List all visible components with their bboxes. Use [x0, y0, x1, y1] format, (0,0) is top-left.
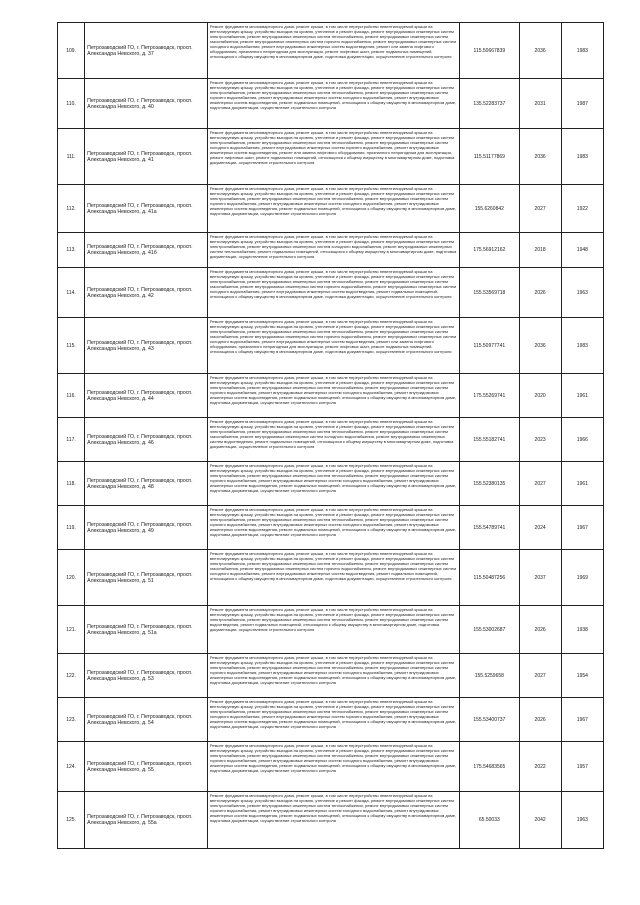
- works-description-cell: Ремонт фундамента многоквартирного дома, ремонт крыши, в том числе переустройство невентилируемой крыши на вентилируемую крышу, устройство выходов на кровлю, утепление и ремонт фасада, ремонт внутридомовых инженерных систем электроснабжения, ремонт внутридомовых инженерных систем теплоснабжения, ремонт внутридомовых инженерных систем горячего водоснабжения, ремонт внутридомовых инженерных систем холодного водоснабжения, ремонт внутридомовых инженерных систем водоотведения, ремонт подвальных помещений, относящихся к общему имуществу в многоквартирном доме, подготовка документации, осуществление строительного контроля: [207, 79, 459, 129]
- table-row: [58, 318, 604, 374]
- address-cell: Петрозаводский ГО, г. Петрозаводск, просп. Александра Невского, д. 55а: [85, 792, 208, 849]
- works-description-cell: Ремонт фундамента многоквартирного дома, ремонт крыши, в том числе переустройство невентилируемой крыши на вентилируемую крышу, устройство выходов на кровлю, утепление и ремонт фасада, ремонт внутридомовых инженерных систем электроснабжения, ремонт внутридомовых инженерных систем холодного водоснабжения, ремонт внутридомовых инженерных систем теплоснабжения, ремонт подвальных помещений, относящихся к общему имуществу в многоквартирном доме, подготовка документации, осуществление строительного контроля: [207, 233, 459, 268]
- build-year-cell: 1963: [561, 792, 603, 849]
- works-description-cell: Ремонт фундамента многоквартирного дома, ремонт крыши, в том числе переустройство невентилируемой крыши на вентилируемую крышу, устройство выходов на кровлю, утепление и ремонт фасада, ремонт внутридомовых инженерных систем электроснабжения, ремонт внутридомовых инженерных систем теплоснабжения, ремонт внутридомовых инженерных систем холодного водоснабжения, ремонт внутридомовых инженерных систем горячего водоснабжения, ремонт внутридомовых инженерных систем водоотведения, ремонт или замена лифтового оборудования, признанного непригодным для эксплуатации, ремонт лифтовых шахт, ремонт подвальных помещений, относящихся к общему имуществу в многоквартирном доме, подготовка документации, осуществление строительного контроля: [207, 129, 459, 185]
- cost-cell: 65.50033: [460, 792, 519, 849]
- capital-repair-table: [57, 22, 604, 849]
- cost-cell: 115.51177869: [460, 129, 519, 185]
- cost-cell: 175.54683565: [460, 742, 519, 792]
- works-description-cell: Ремонт фундамента многоквартирного дома, ремонт крыши, в том числе переустройство невентилируемой крыши на вентилируемую крышу, устройство выходов на кровлю, утепление и ремонт фасада, ремонт внутридомовых инженерных систем электроснабжения, ремонт внутридомовых инженерных систем теплоснабжения, ремонт внутридомовых инженерных систем горячего водоснабжения, ремонт внутридомовых инженерных систем холодного водоснабжения, ремонт внутридомовых инженерных систем водоотведения, ремонт подвальных помещений, относящихся к общему имуществу в многоквартирном доме, подготовка документации, осуществление строительного контроля: [207, 654, 459, 698]
- row-number-cell: 124.: [58, 742, 85, 792]
- planned-year-cell: 2022: [519, 742, 561, 792]
- works-description-cell: Ремонт фундамента многоквартирного дома, ремонт крыши, в том числе переустройство невентилируемой крыши на вентилируемую крышу, устройство выходов на кровлю, утепление и ремонт фасада, ремонт внутридомовых инженерных систем электроснабжения, ремонт внутридомовых инженерных систем теплоснабжения, ремонт внутридомовых инженерных систем газоснабжения, ремонт внутридомовых инженерных систем горячего водоснабжения, ремонт внутридомовых инженерных систем холодного водоснабжения, ремонт внутридомовых инженерных систем водоотведения, ремонт подвальных помещений, относящихся к общему имуществу в многоквартирном доме, подготовка документации, осуществление строительного контроля: [207, 268, 459, 318]
- build-year-cell: 1948: [561, 233, 603, 268]
- table-row: [58, 79, 604, 129]
- works-description-cell: Ремонт фундамента многоквартирного дома, ремонт крыши, в том числе переустройство невентилируемой крыши на вентилируемую крышу, устройство выходов на кровлю, утепление и ремонт фасада, ремонт внутридомовых инженерных систем электроснабжения, ремонт внутридомовых инженерных систем теплоснабжения, ремонт внутридомовых инженерных систем газоснабжения, ремонт внутридомовых инженерных систем горячего водоснабжения, ремонт внутридомовых инженерных систем холодного водоснабжения, ремонт внутридомовых инженерных систем водоотведения, ремонт или замена лифтового оборудования, признанного непригодным для эксплуатации, ремонт лифтовых шахт, ремонт подвальных помещений, относящихся к общему имуществу в многоквартирном доме, подготовка документации, осуществление строительного контроля: [207, 318, 459, 374]
- build-year-cell: 1938: [561, 606, 603, 654]
- row-number-cell: 116.: [58, 374, 85, 418]
- address-cell: Петрозаводский ГО, г. Петрозаводск, просп. Александра Невского, д. 44: [85, 374, 208, 418]
- table-row: [58, 185, 604, 233]
- row-number-cell: 113.: [58, 233, 85, 268]
- table-row: [58, 129, 604, 185]
- build-year-cell: 1983: [561, 318, 603, 374]
- cost-cell: 115.50667839: [460, 23, 519, 79]
- works-description-cell: Ремонт фундамента многоквартирного дома, ремонт крыши, в том числе переустройство невентилируемой крыши на вентилируемую крышу, устройство выходов на кровлю, утепление и ремонт фасада, ремонт внутридомовых инженерных систем электроснабжения, ремонт внутридомовых инженерных систем теплоснабжения, ремонт внутридомовых инженерных систем горячего водоснабжения, ремонт внутридомовых инженерных систем холодного водоснабжения, ремонт внутридомовых инженерных систем водоотведения, ремонт подвальных помещений, относящихся к общему имуществу в многоквартирном доме, подготовка документации, осуществление строительного контроля: [207, 462, 459, 506]
- table-row: [58, 550, 604, 606]
- address-cell: Петрозаводский ГО, г. Петрозаводск, просп. Александра Невского, д. 46: [85, 418, 208, 462]
- address-cell: Петрозаводский ГО, г. Петрозаводск, просп. Александра Невского, д. 37: [85, 23, 208, 79]
- cost-cell: 155.53569718: [460, 268, 519, 318]
- planned-year-cell: 2023: [519, 418, 561, 462]
- address-cell: Петрозаводский ГО, г. Петрозаводск, просп. Александра Невского, д. 41а: [85, 185, 208, 233]
- planned-year-cell: 2037: [519, 550, 561, 606]
- address-cell: Петрозаводский ГО, г. Петрозаводск, просп. Александра Невского, д. 48: [85, 462, 208, 506]
- build-year-cell: 1961: [561, 374, 603, 418]
- row-number-cell: 125.: [58, 792, 85, 849]
- address-cell: Петрозаводский ГО, г. Петрозаводск, просп. Александра Невского, д. 53: [85, 654, 208, 698]
- row-number-cell: 122.: [58, 654, 85, 698]
- planned-year-cell: 2036: [519, 129, 561, 185]
- cost-cell: 155.53002687: [460, 606, 519, 654]
- address-cell: Петрозаводский ГО, г. Петрозаводск, просп. Александра Невского, д. 40: [85, 79, 208, 129]
- works-description-cell: Ремонт фундамента многоквартирного дома, ремонт крыши, в том числе переустройство невентилируемой крыши на вентилируемую крышу, устройство выходов на кровлю, утепление и ремонт фасада, ремонт внутридомовых инженерных систем электроснабжения, ремонт внутридомовых инженерных систем теплоснабжения, ремонт внутридомовых инженерных систем газоснабжения, ремонт внутридомовых инженерных систем горячего водоснабжения, ремонт внутридомовых инженерных систем холодного водоснабжения, ремонт внутридомовых инженерных систем водоотведения, ремонт подвальных помещений, относящихся к общему имуществу в многоквартирном доме, подготовка документации, осуществление строительного контроля: [207, 550, 459, 606]
- table-row: [58, 606, 604, 654]
- address-cell: Петрозаводский ГО, г. Петрозаводск, просп. Александра Невского, д. 49: [85, 506, 208, 550]
- table-row: [58, 23, 604, 79]
- cost-cell: 155.53400737: [460, 698, 519, 742]
- address-cell: Петрозаводский ГО, г. Петрозаводск, просп. Александра Невского, д. 41: [85, 129, 208, 185]
- build-year-cell: 1922: [561, 185, 603, 233]
- works-description-cell: Ремонт фундамента многоквартирного дома, ремонт крыши, в том числе переустройство невентилируемой крыши на вентилируемую крышу, устройство выходов на кровлю, утепление и ремонт фасада, ремонт внутридомовых инженерных систем электроснабжения, ремонт внутридомовых инженерных систем теплоснабжения, ремонт внутридомовых инженерных систем газоснабжения, ремонт внутридомовых инженерных систем горячего водоснабжения, ремонт внутридомовых инженерных систем холодного водоснабжения, ремонт внутридомовых инженерных систем водоотведения, ремонт или замена лифтового оборудования, признанного непригодным для эксплуатации, ремонт лифтовых шахт, ремонт подвальных помещений, относящихся к общему имуществу в многоквартирном доме, подготовка документации, осуществление строительного контроля: [207, 23, 459, 79]
- works-description-cell: Ремонт фундамента многоквартирного дома, ремонт крыши, в том числе переустройство невентилируемой крыши на вентилируемую крышу, устройство выходов на кровлю, утепление и ремонт фасада, ремонт внутридомовых инженерных систем электроснабжения, ремонт внутридомовых инженерных систем теплоснабжения, ремонт внутридомовых инженерных систем холодного водоснабжения, ремонт внутридомовых инженерных систем горячего водоснабжения, ремонт внутридомовых инженерных систем водоотведения, ремонт подвальных помещений, относящихся к общему имуществу в многоквартирном доме, подготовка документации, осуществление строительного контроля: [207, 698, 459, 742]
- table-row: [58, 418, 604, 462]
- table-row: [58, 233, 604, 268]
- planned-year-cell: 2036: [519, 318, 561, 374]
- works-description-cell: Ремонт фундамента многоквартирного дома, ремонт крыши, в том числе переустройство невентилируемой крыши на вентилируемую крышу, устройство выходов на кровлю, утепление и ремонт фасада, ремонт внутридомовых инженерных систем электроснабжения, ремонт внутридомовых инженерных систем теплоснабжения, ремонт внутридомовых инженерных систем горячего водоснабжения, ремонт внутридомовых инженерных систем холодного водоснабжения, ремонт внутридомовых инженерных систем водоотведения, ремонт подвальных помещений, относящихся к общему имуществу в многоквартирном доме, подготовка документации, осуществление строительного контроля: [207, 374, 459, 418]
- works-description-cell: Ремонт фундамента многоквартирного дома, ремонт крыши, в том числе переустройство невентилируемой крыши на вентилируемую крышу, устройство выходов на кровлю, утепление и ремонт фасада, ремонт внутридомовых инженерных систем электроснабжения, ремонт внутридомовых инженерных систем теплоснабжения, ремонт внутридомовых инженерных систем горячего водоснабжения, ремонт внутридомовых инженерных систем холодного водоснабжения, ремонт внутридомовых инженерных систем водоотведения, ремонт подвальных помещений, относящихся к общему имуществу в многоквартирном доме, подготовка документации, осуществление строительного контроля: [207, 185, 459, 233]
- planned-year-cell: 2027: [519, 185, 561, 233]
- cost-cell: 115.50977741: [460, 318, 519, 374]
- planned-year-cell: 2026: [519, 268, 561, 318]
- address-cell: Петрозаводский ГО, г. Петрозаводск, просп. Александра Невского, д. 54: [85, 698, 208, 742]
- build-year-cell: 1983: [561, 23, 603, 79]
- table-row: [58, 742, 604, 792]
- works-description-cell: Ремонт фундамента многоквартирного дома, ремонт крыши, в том числе переустройство невентилируемой крыши на вентилируемую крышу, устройство выходов на кровлю, утепление и ремонт фасада, ремонт внутридомовых инженерных систем электроснабжения, ремонт внутридомовых инженерных систем теплоснабжения, ремонт внутридомовых инженерных систем водоотведения, ремонт подвальных помещений, относящихся к общему имуществу в многоквартирном доме, подготовка документации, осуществление строительного контроля: [207, 606, 459, 654]
- planned-year-cell: 2020: [519, 374, 561, 418]
- table-body: [58, 23, 604, 849]
- works-description-cell: Ремонт фундамента многоквартирного дома, ремонт крыши, в том числе переустройство невентилируемой крыши на вентилируемую крышу, устройство выходов на кровлю, утепление и ремонт фасада, ремонт внутридомовых инженерных систем электроснабжения, ремонт внутридомовых инженерных систем теплоснабжения, ремонт внутридомовых инженерных систем горячего водоснабжения, ремонт внутридомовых инженерных систем холодного водоснабжения, ремонт внутридомовых инженерных систем водоотведения, ремонт подвальных помещений, относящихся к общему имуществу в многоквартирном доме, подготовка документации, осуществление строительного контроля: [207, 506, 459, 550]
- build-year-cell: 1963: [561, 268, 603, 318]
- table-row: [58, 792, 604, 849]
- address-cell: Петрозаводский ГО, г. Петрозаводск, просп. Александра Невского, д. 41б: [85, 233, 208, 268]
- cost-cell: 155.6260842: [460, 185, 519, 233]
- cost-cell: 115.50487256: [460, 550, 519, 606]
- planned-year-cell: 2027: [519, 462, 561, 506]
- cost-cell: 155.52380135: [460, 462, 519, 506]
- build-year-cell: 1967: [561, 506, 603, 550]
- table-row: [58, 268, 604, 318]
- build-year-cell: 1967: [561, 698, 603, 742]
- planned-year-cell: 2027: [519, 654, 561, 698]
- row-number-cell: 111.: [58, 129, 85, 185]
- build-year-cell: 1983: [561, 129, 603, 185]
- row-number-cell: 118.: [58, 462, 85, 506]
- row-number-cell: 109.: [58, 23, 85, 79]
- row-number-cell: 117.: [58, 418, 85, 462]
- table-row: [58, 506, 604, 550]
- build-year-cell: 1954: [561, 654, 603, 698]
- works-description-cell: Ремонт фундамента многоквартирного дома, ремонт крыши, в том числе переустройство невентилируемой крыши на вентилируемую крышу, устройство выходов на кровлю, утепление и ремонт фасада, ремонт внутридомовых инженерных систем электроснабжения, ремонт внутридомовых инженерных систем теплоснабжения, ремонт внутридомовых инженерных систем газоснабжения, ремонт внутридомовых инженерных систем холодного водоснабжения, ремонт внутридомовых инженерных систем водоотведения, ремонт подвальных помещений, относящихся к общему имуществу в многоквартирном доме, подготовка документации, осуществление строительного контроля: [207, 418, 459, 462]
- planned-year-cell: 2042: [519, 792, 561, 849]
- row-number-cell: 123.: [58, 698, 85, 742]
- table-row: [58, 374, 604, 418]
- row-number-cell: 121.: [58, 606, 85, 654]
- build-year-cell: 1957: [561, 742, 603, 792]
- planned-year-cell: 2026: [519, 606, 561, 654]
- works-description-cell: Ремонт фундамента многоквартирного дома, ремонт крыши, в том числе переустройство невентилируемой крыши на вентилируемую крышу, устройство выходов на кровлю, утепление и ремонт фасада, ремонт внутридомовых инженерных систем электроснабжения, ремонт внутридомовых инженерных систем теплоснабжения, ремонт внутридомовых инженерных систем горячего водоснабжения, ремонт внутридомовых инженерных систем холодного водоснабжения, ремонт внутридомовых инженерных систем водоотведения, ремонт подвальных помещений, относящихся к общему имуществу в многоквартирном доме, подготовка документации, осуществление строительного контроля: [207, 792, 459, 849]
- cost-cell: 135.52283737: [460, 79, 519, 129]
- cost-cell: 175.55269741: [460, 374, 519, 418]
- row-number-cell: 115.: [58, 318, 85, 374]
- planned-year-cell: 2026: [519, 698, 561, 742]
- address-cell: Петрозаводский ГО, г. Петрозаводск, просп. Александра Невского, д. 51а: [85, 606, 208, 654]
- address-cell: Петрозаводский ГО, г. Петрозаводск, просп. Александра Невского, д. 55: [85, 742, 208, 792]
- build-year-cell: 1961: [561, 462, 603, 506]
- address-cell: Петрозаводский ГО, г. Петрозаводск, просп. Александра Невского, д. 42: [85, 268, 208, 318]
- table-row: [58, 462, 604, 506]
- row-number-cell: 120.: [58, 550, 85, 606]
- planned-year-cell: 2018: [519, 233, 561, 268]
- planned-year-cell: 2036: [519, 23, 561, 79]
- table-row: [58, 698, 604, 742]
- row-number-cell: 110.: [58, 79, 85, 129]
- works-description-cell: Ремонт фундамента многоквартирного дома, ремонт крыши, в том числе переустройство невентилируемой крыши на вентилируемую крышу, устройство выходов на кровлю, утепление и ремонт фасада, ремонт внутридомовых инженерных систем электроснабжения, ремонт внутридомовых инженерных систем теплоснабжения, ремонт внутридомовых инженерных систем горячего водоснабжения, ремонт внутридомовых инженерных систем холодного водоснабжения, ремонт внутридомовых инженерных систем водоотведения, ремонт подвальных помещений, относящихся к общему имуществу в многоквартирном доме, подготовка документации, осуществление строительного контроля: [207, 742, 459, 792]
- table-row: [58, 654, 604, 698]
- address-cell: Петрозаводский ГО, г. Петрозаводск, просп. Александра Невского, д. 51: [85, 550, 208, 606]
- planned-year-cell: 2031: [519, 79, 561, 129]
- cost-cell: 155.54789741: [460, 506, 519, 550]
- cost-cell: 155.55182741: [460, 418, 519, 462]
- row-number-cell: 114.: [58, 268, 85, 318]
- address-cell: Петрозаводский ГО, г. Петрозаводск, просп. Александра Невского, д. 43: [85, 318, 208, 374]
- build-year-cell: 1966: [561, 418, 603, 462]
- row-number-cell: 112.: [58, 185, 85, 233]
- planned-year-cell: 2024: [519, 506, 561, 550]
- cost-cell: 175.56912162: [460, 233, 519, 268]
- build-year-cell: 1987: [561, 79, 603, 129]
- document-page: [57, 22, 604, 849]
- build-year-cell: 1969: [561, 550, 603, 606]
- cost-cell: 155.5259658: [460, 654, 519, 698]
- row-number-cell: 119.: [58, 506, 85, 550]
